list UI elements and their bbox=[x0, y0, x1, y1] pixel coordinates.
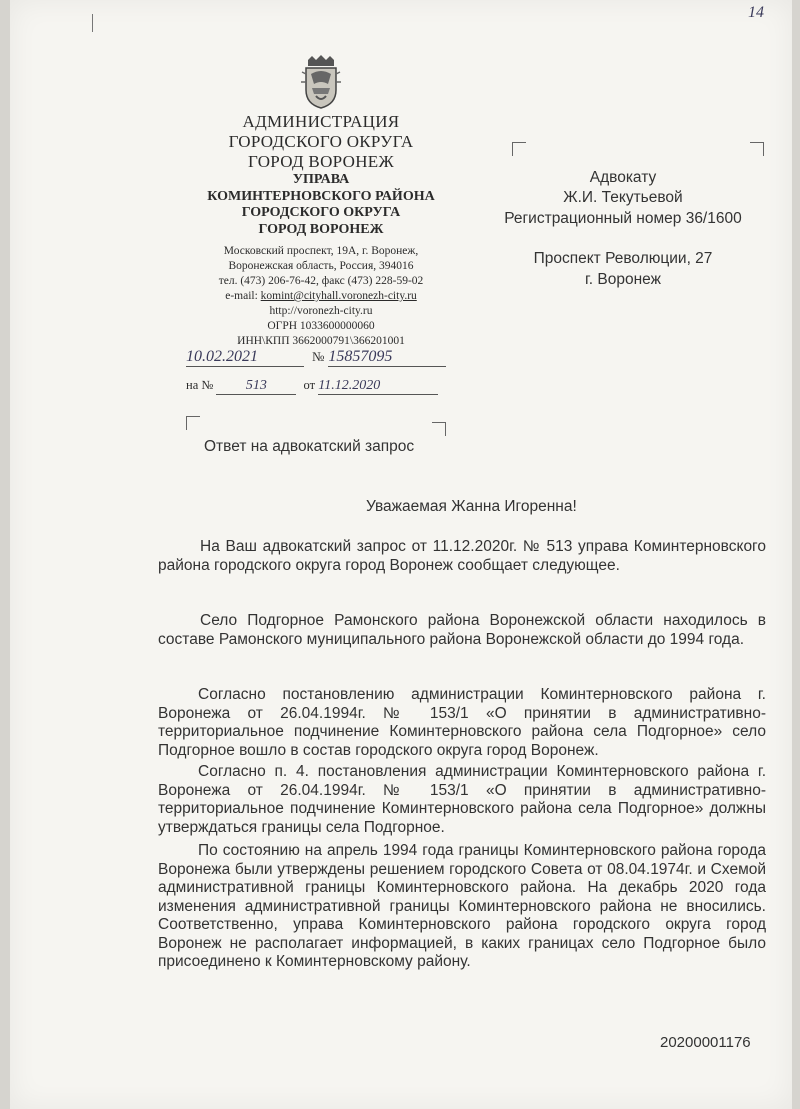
recipient-line: г. Воронеж bbox=[585, 270, 661, 288]
body-paragraph: Согласно п. 4. постановления администрации Коминтерновского района г. Воронежа от 26.04.1994г. № 153/1 «О принятии в административно-территориальное подчинение Коминтерновского района села Подгорное» должны утверждаться границы села Подгорное. bbox=[158, 763, 766, 836]
sender-website[interactable]: http://voronezh-city.ru bbox=[269, 304, 373, 317]
letter-greeting: Уважаемая Жанна Игоренна! bbox=[366, 498, 577, 515]
recipient-line: Проспект Революции, 27 bbox=[533, 250, 713, 268]
document-code: 20200001176 bbox=[660, 1034, 751, 1051]
sender-line: ГОРОДСКОГО ОКРУГА bbox=[228, 132, 414, 152]
sender-inn: ИНН\КПП 3662000791\366201001 bbox=[237, 334, 405, 347]
sender-bold-line: ГОРОДСКОГО ОКРУГА bbox=[241, 205, 401, 221]
sender-ogrn: ОГРН 1033600000060 bbox=[267, 319, 375, 332]
sender-bold-line: УПРАВА bbox=[292, 172, 350, 188]
bracket-corner bbox=[186, 416, 200, 430]
reference-number: 513 bbox=[216, 378, 296, 395]
page-number: 14 bbox=[748, 4, 764, 21]
recipient-block bbox=[488, 168, 758, 290]
number-label: № bbox=[312, 349, 325, 364]
recipient-line: Ж.И. Текутьевой bbox=[563, 189, 683, 207]
reference-label: на № bbox=[186, 378, 214, 392]
body-paragraph: На Ваш адвокатский запрос от 11.12.2020г. № 513 управа Коминтерновского района городского округа город Воронеж сообщает следующее. bbox=[158, 538, 766, 574]
coat-of-arms-icon bbox=[298, 54, 344, 110]
sender-block bbox=[180, 112, 462, 349]
document-sheet bbox=[10, 0, 792, 1109]
body-paragraph: Согласно постановлению администрации Коминтерновского района г. Воронежа от 26.04.1994г. № 153/1 «О принятии в административно-территориальное подчинение Коминтерновского района села Подгорное» село Подгорное вошло в состав городского округа город Воронеж. bbox=[158, 686, 766, 759]
bracket-corner bbox=[750, 142, 764, 156]
sender-address: Воронежская область, Россия, 394016 bbox=[228, 260, 414, 273]
recipient-line: Регистрационный номер 36/1600 bbox=[504, 209, 742, 227]
sender-phone: тел. (473) 206-76-42, факс (473) 228-59-02 bbox=[218, 275, 424, 288]
body-paragraph: По состоянию на апрель 1994 года границы Коминтерновского района города Воронежа были утверждены решением городского Совета от 08.04.1974г. и Схемой административной границы Коминтерновского района. На декабрь 2020 года изменения административной границы Коминтерновского района не вносились. Соответственно, управа Коминтерновского района городского округа город Воронеж не располагает информацией, в каких границах село Подгорное было присоединено к Коминтерновскому району. bbox=[158, 842, 766, 970]
letter-subject: Ответ на адвокатский запрос bbox=[204, 438, 415, 455]
outgoing-number: 15857095 bbox=[328, 348, 446, 367]
email-link[interactable]: komint@cityhall.voronezh-city.ru bbox=[260, 290, 417, 303]
bracket-corner bbox=[432, 422, 446, 436]
outgoing-date: 10.02.2021 bbox=[186, 348, 304, 367]
body-paragraph: Село Подгорное Рамонского района Воронежской области находилось в составе Рамонского муниципального района Воронежской области до 1994 года. bbox=[158, 612, 766, 648]
scan-mark bbox=[92, 14, 93, 32]
reference-from-label: от bbox=[303, 378, 316, 392]
sender-bold-line: ГОРОД ВОРОНЕЖ bbox=[258, 221, 384, 237]
bracket-corner bbox=[512, 142, 526, 156]
sender-email-line bbox=[180, 289, 462, 304]
sender-line: АДМИНИСТРАЦИЯ bbox=[242, 112, 400, 131]
reference-date: 11.12.2020 bbox=[318, 378, 438, 395]
email-label: e-mail: bbox=[225, 290, 261, 303]
sender-bold-line: КОМИНТЕРНОВСКОГО РАЙОНА bbox=[207, 188, 435, 204]
reference-registration bbox=[186, 378, 438, 395]
sender-address: Московский проспект, 19А, г. Воронеж, bbox=[223, 245, 419, 258]
recipient-line: Адвокату bbox=[589, 169, 657, 186]
sender-line: ГОРОД ВОРОНЕЖ bbox=[248, 152, 394, 172]
outgoing-registration bbox=[186, 348, 446, 367]
